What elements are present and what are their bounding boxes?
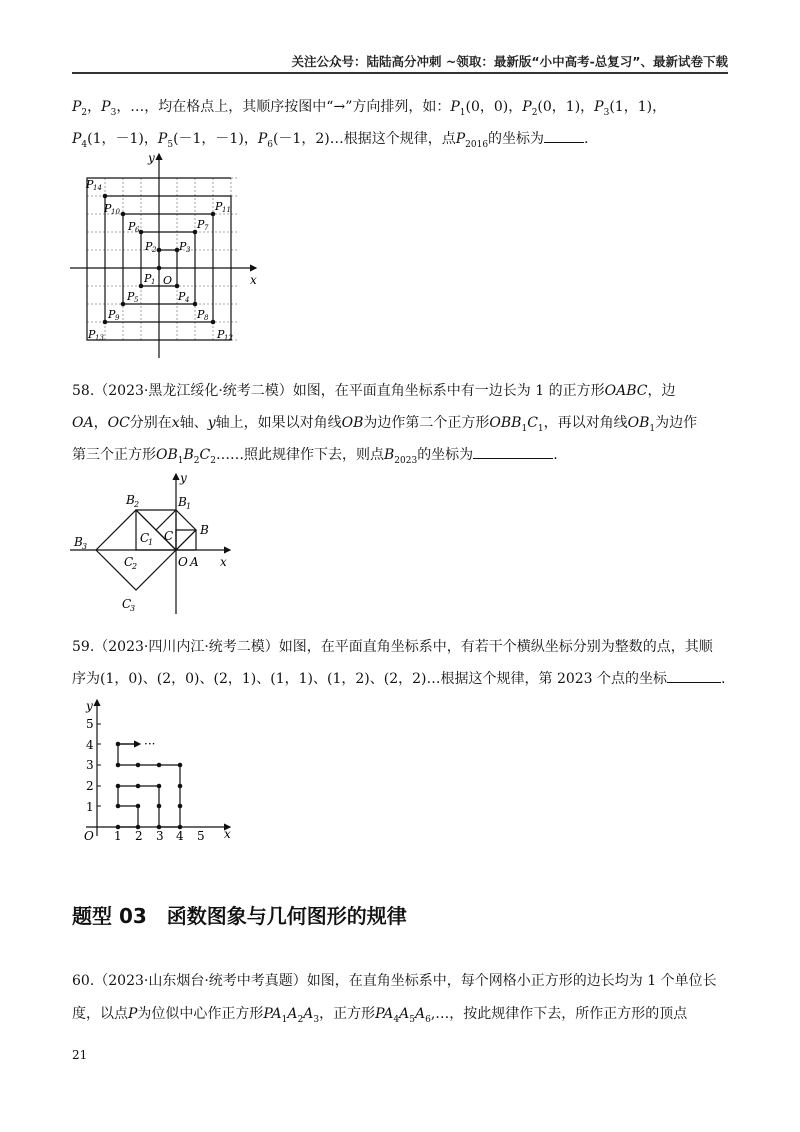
svg-text:P: P [145,240,153,253]
svg-text:P: P [108,308,116,321]
section-title: 题型 03 函数图象与几何图形的规律 [72,904,407,928]
header-rule [72,72,728,74]
q58-line-1: 58.（2023·黑龙江绥化·统考二模）如图，在平面直角坐标系中有一边长为 1 的正方形OABC，边 [72,383,676,399]
svg-text:3: 3 [156,829,164,843]
origin-label: O [84,829,94,843]
svg-text:4: 4 [86,738,94,752]
svg-text:2: 2 [152,246,157,254]
svg-text:P: P [179,240,187,253]
page-header: 关注公众号：陆陆高分冲刺 ~领取：最新版“小中高考-总复习”、最新试卷下载 [291,54,728,69]
svg-text:A: A [190,555,199,569]
q60-line-1: 60.（2023·山东烟台·统考中考真题）如图，在直角坐标系中，每个网格小正方形的边长均为 1 个单位长 [72,973,717,989]
svg-text:5: 5 [197,829,205,843]
svg-text:2: 2 [135,829,143,843]
svg-text:B: B [74,535,83,549]
x-axis-label: x [250,273,257,287]
svg-text:P: P [88,328,96,341]
q59-lattice-figure [78,696,238,844]
svg-text:9: 9 [115,314,120,322]
svg-text:2: 2 [134,500,140,509]
svg-text:2: 2 [132,562,138,571]
q58-squares-figure [70,470,250,618]
svg-text:4: 4 [176,829,184,843]
svg-text:P: P [144,272,152,285]
answer-blank-57[interactable] [544,128,584,143]
continuation-dots: ··· [144,737,156,751]
lattice-path [118,744,180,827]
answer-blank-58[interactable] [473,444,553,459]
svg-text:12: 12 [224,334,233,342]
svg-text:11: 11 [222,206,231,214]
svg-text:P: P [197,308,205,321]
svg-text:4: 4 [185,296,190,304]
svg-text:14: 14 [93,184,102,192]
svg-text:B: B [126,493,135,507]
svg-text:10: 10 [111,208,120,216]
svg-text:y: y [180,471,187,485]
svg-text:C: C [122,597,132,611]
svg-text:3: 3 [86,758,94,772]
svg-text:1: 1 [86,800,94,814]
x-axis-label: x [224,827,231,841]
origin-label: O [163,274,173,287]
page-number: 21 [72,1048,88,1062]
svg-text:13: 13 [95,334,104,342]
svg-text:3: 3 [82,542,88,551]
figure-labels [73,471,227,613]
svg-text:B: B [200,523,209,537]
answer-blank-59[interactable] [667,668,721,683]
svg-text:2: 2 [86,779,94,793]
svg-text:8: 8 [204,314,209,322]
svg-text:P: P [197,218,205,231]
svg-text:x: x [220,555,227,569]
svg-text:C: C [164,529,174,543]
svg-text:1: 1 [151,278,156,286]
y-axis-label: y [148,151,155,165]
svg-text:1: 1 [148,538,154,547]
q59-line-2: 序为(1，0)、(2，0)、(2，1)、(1，1)、(1，2)、(2，2)…根据这个规律，第 2023 个点的坐标 . [72,668,732,690]
svg-text:7: 7 [204,224,209,232]
svg-text:B: B [178,495,187,509]
y-axis-label: y [86,699,93,713]
svg-text:P: P [217,328,225,341]
svg-text:5: 5 [134,296,139,304]
svg-text:P: P [178,290,186,303]
x-tick-labels [114,829,205,843]
y-tick-labels [86,717,94,814]
svg-text:3: 3 [130,604,136,613]
svg-text:C: C [140,531,150,545]
svg-text:P: P [128,220,136,233]
q58-line-2: OA，OC分别在x轴、y轴上，如果以对角线OB为边作第二个正方形$OBB_1C_1$，再以对角线$OB_1$为边作 [72,415,698,434]
q58-line-3: 第三个正方形$OB_1B_2C_2\dots\dots$照此规律作下去，则点$B_{2023}$的坐标为 . [72,444,732,472]
svg-text:1: 1 [114,829,122,843]
q59-line-1: 59.（2023·四川内江·统考二模）如图，在平面直角坐标系中，有若干个横纵坐标分别为整数的点，其顺 [72,639,713,655]
svg-text:5: 5 [86,717,94,731]
svg-text:P: P [127,290,135,303]
svg-text:3: 3 [186,246,191,254]
q57-line-2: $P_4(1$，－1)，$P_5(-1$，－1)，$P_6(-1$，2)…根据这个规律，点$P_{2016}$的坐标为 . [72,128,732,156]
svg-text:P: P [215,200,223,213]
svg-text:P: P [86,178,94,191]
q57-line-1: $P_2$，$P_3$，…，均在格点上，其顺序按图中“→”方向排列，如：$P_1(0$，0)，$P_2(0$，1)，$P_3(1$，1)， [72,99,667,118]
q57-spiral-grid-figure [70,150,270,362]
svg-text:1: 1 [186,502,192,511]
svg-text:6: 6 [135,226,140,234]
q60-line-2: 度，以点P为位似中心作正方形$PA_1A_2A_3$，正方形$PA_4A_5A_6,\dots$，按此规律作下去，所作正方形的顶点 [72,1006,688,1025]
svg-text:O: O [178,555,188,569]
svg-text:P: P [104,202,112,215]
svg-text:C: C [124,555,134,569]
